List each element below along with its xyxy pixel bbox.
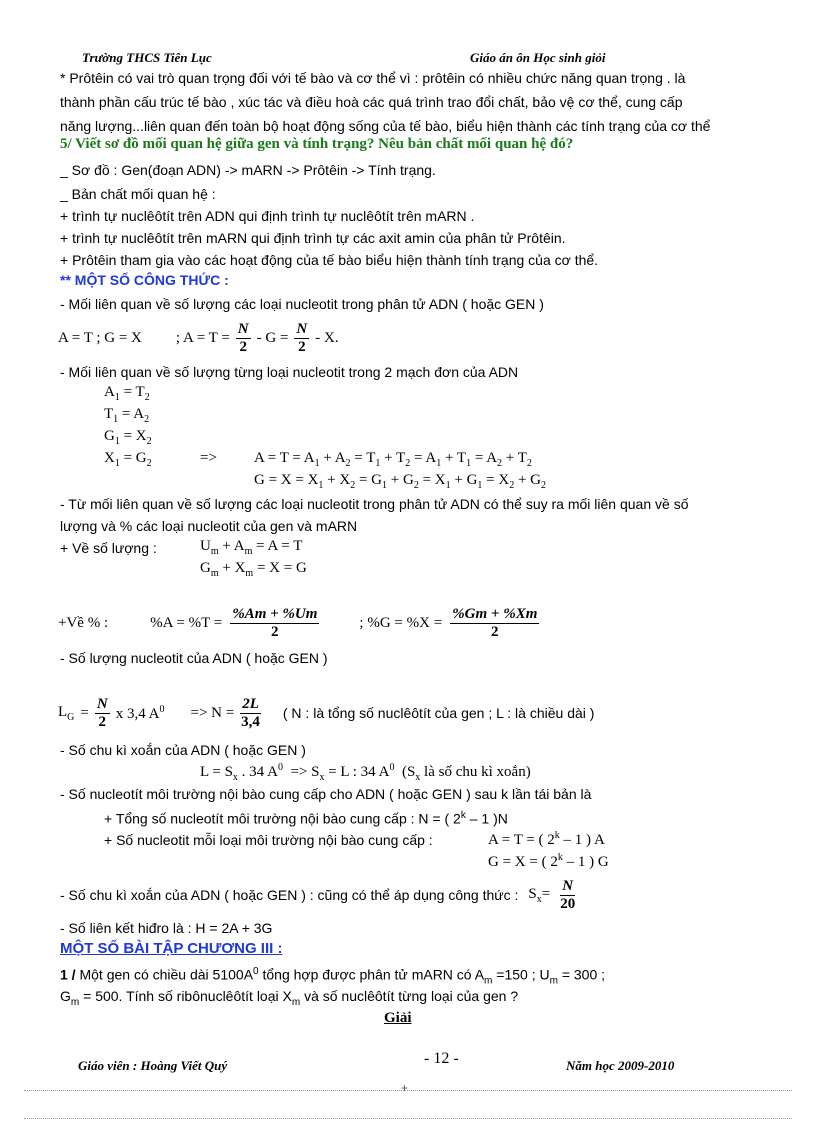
page-divider — [24, 1118, 792, 1119]
eq-um-am: $U_m + A_m = A = T$ — [200, 538, 303, 557]
percent-equation — [58, 600, 539, 646]
formula-5-desc: - Số chu kì xoắn của ADN ( hoặc GEN ) — [60, 742, 306, 758]
q5-line: _ Sơ đồ : Gen(đoạn ADN) -> mARN -> Prôtêin -> Tính trạng. — [60, 162, 436, 178]
header-subject: Giáo án ôn Học sinh giỏi — [470, 50, 606, 65]
fraction-n-over-2: $\frac{N}{2}$ — [237, 320, 249, 355]
eq-lg: $L_G$ — [58, 703, 75, 723]
formula-7-desc: - Số chu kì xoắn của ADN ( hoặc GEN ) : cũng có thể áp dụng công thức : — [60, 887, 519, 903]
fraction-n-over-2: $\frac{N}{2}$ — [296, 320, 308, 355]
eq-g1-x2: $G_1 = X_2$ — [104, 428, 152, 447]
exercise-1-line-1: 1 / Một gen có chiều dài $5100A^0$ tổng hợp được phân tử mARN có $A_m =150$ ; $U_m = 300$ ; — [60, 966, 606, 987]
eq-cycles: $L = S_x$ . 34 $A^0 => S_x = L$ : 34 $A^0$ ($S_x$ là số chu kì xoắn) — [200, 762, 531, 783]
formula-1-equation — [58, 316, 339, 360]
length-equation: $L_G$ = $\frac{N}{2}$ x 3,4 $A^0$ => N = $\frac{2L}{3,4}$ ( N : là tổng số nuclêôtít của gen ; L : là chiều dài ) — [58, 695, 595, 730]
eq-at-replication: A = T = ( 2$^k$ – 1 ) A — [488, 830, 605, 848]
formula-8-desc: - Số liên kết hiđro là : H = 2A + 3G — [60, 920, 273, 936]
q5-line: + trình tự nuclêôtít trên ADN qui định trình tự nuclêôtít trên mARN . — [60, 208, 475, 224]
eq-sum-g-x: $G = X = X_1 + X_2 = G_1 + G_2 = X_1 + G_1 = X_2 + G_2$ — [254, 472, 546, 491]
q5-line: _ Bản chất mối quan hệ : — [60, 186, 216, 202]
eq-g: - G = — [256, 329, 289, 346]
eq-x: - X. — [315, 329, 339, 346]
q5-line: + trình tự nuclêôtít trên mARN qui định trình tự các axit amin của phân tử Prôtêin. — [60, 230, 566, 246]
eq-at-gx: A = T ; G = X — [58, 329, 142, 346]
fraction-pct-g: $\frac{\%Gm + \%Xm}{2}$ — [452, 605, 538, 640]
page-number: - 12 - — [424, 1050, 459, 1067]
fraction-pct-a: $\frac{\%Am + \%Um}{2}$ — [232, 605, 318, 640]
eq-sum-a-t: $A = T = A_1 + A_2 = T_1 + T_2 = A_1 + T_1 = A_2 + T_2$ — [254, 450, 532, 469]
exercises-title: MỘT SỐ BÀI TẬP CHƯƠNG III : — [60, 940, 283, 957]
solution-heading: Giải — [384, 1010, 412, 1026]
each-nucleotide: + Số nucleotit mỗi loại môi trường nội bào cung cấp : — [104, 832, 433, 848]
eq-gx-replication: G = X = ( 2$^k$ – 1 ) G — [488, 852, 609, 870]
formula-3-desc: lượng và % các loại nucleotit của gen và mARN — [60, 518, 358, 534]
formula-4-desc: - Số lượng nucleotit của ADN ( hoặc GEN ) — [60, 650, 328, 666]
fraction-n-over-20: $\frac{N}{20}$ — [560, 877, 576, 912]
intro-line-2: thành phần cấu trúc tế bào , xúc tác và điều hoà các quá trình trao đổi chất, bảo vệ cơ thể, cung cấp — [60, 94, 683, 110]
eq-a1-t2: $A_1 = T_2$ — [104, 384, 150, 403]
intro-line-3: năng lượng...liên quan đến toàn bộ hoạt động sống của tế bào, biểu hiện thành các tính trạng của cơ thể — [60, 118, 711, 134]
fraction-n-over-2: $\frac{N}{2}$ — [96, 695, 108, 730]
eq-pct-a: %A = %T = — [150, 614, 223, 631]
qty-label: + Về số lượng : — [60, 540, 157, 556]
formula-7 — [60, 872, 575, 918]
eq-pct-g: ; %G = %X = — [359, 614, 443, 631]
formula-1-desc: - Mối liên quan về số lượng các loại nucleotit trong phân tử ADN ( hoặc GEN ) — [60, 296, 544, 312]
exercise-1-line-2: $G_m = 500$. Tính số ribônuclêôtít loại $X_m$ và số nuclêôtít từng loại của gen ? — [60, 988, 519, 1008]
eq-times-34: x 3,4 $A^0$ — [115, 703, 165, 722]
eq-n: => N = — [190, 704, 235, 721]
intro-line-1: * Prôtêin có vai trò quan trọng đối với tế bào và cơ thể vì : prôtêin có nhiều chức năng quan trọng . là — [60, 70, 686, 86]
formulas-title: ** MỘT SỐ CÔNG THỨC : — [60, 272, 229, 288]
eq-gm-xm: $G_m + X_m = X = G$ — [200, 560, 307, 579]
fraction-2l-over-34: $\frac{2L}{3,4}$ — [241, 695, 260, 730]
footer-teacher: Giáo viên : Hoàng Viết Quý — [78, 1058, 228, 1073]
arrow-implies: => — [200, 450, 217, 466]
q5-line: + Prôtêin tham gia vào các hoạt động của tế bào biểu hiện thành tính trạng của cơ thể. — [60, 252, 599, 268]
page-crosshair: + — [401, 1081, 409, 1095]
formula-3-desc: - Từ mối liên quan về số lượng các loại nucleotit trong phân tử ADN có thể suy ra mối liên quan về số — [60, 496, 689, 512]
eq-sx: $S_x=$ — [528, 885, 551, 905]
formula-2-desc: - Mối liên quan về số lượng từng loại nucleotit trong 2 mạch đơn của ADN — [60, 364, 519, 380]
pct-label: +Về % : — [58, 614, 109, 631]
formula-6-desc: - Số nucleotít môi trường nội bào cung cấp cho ADN ( hoặc GEN ) sau k lần tái bản là — [60, 786, 592, 802]
length-note: ( N : là tổng số nuclêôtít của gen ; L : là chiều dài ) — [282, 705, 595, 721]
footer-year: Năm học 2009-2010 — [566, 1058, 675, 1073]
eq-t1-a2: $T_1 = A_2$ — [104, 406, 150, 425]
header-school: Trường THCS Tiên Lục — [82, 50, 212, 65]
total-nucleotide: + Tổng số nucleotít môi trường nội bào cung cấp : N = ( 2$^k$ – 1 )N — [104, 810, 508, 827]
question-5-title: 5/ Viết sơ đồ mối quan hệ giữa gen và tính trạng? Nêu bản chất mối quan hệ đó? — [60, 136, 574, 152]
eq-at: ; A = T = — [175, 329, 230, 346]
eq-x1-g2: $X_1 = G_2$ — [104, 450, 152, 469]
